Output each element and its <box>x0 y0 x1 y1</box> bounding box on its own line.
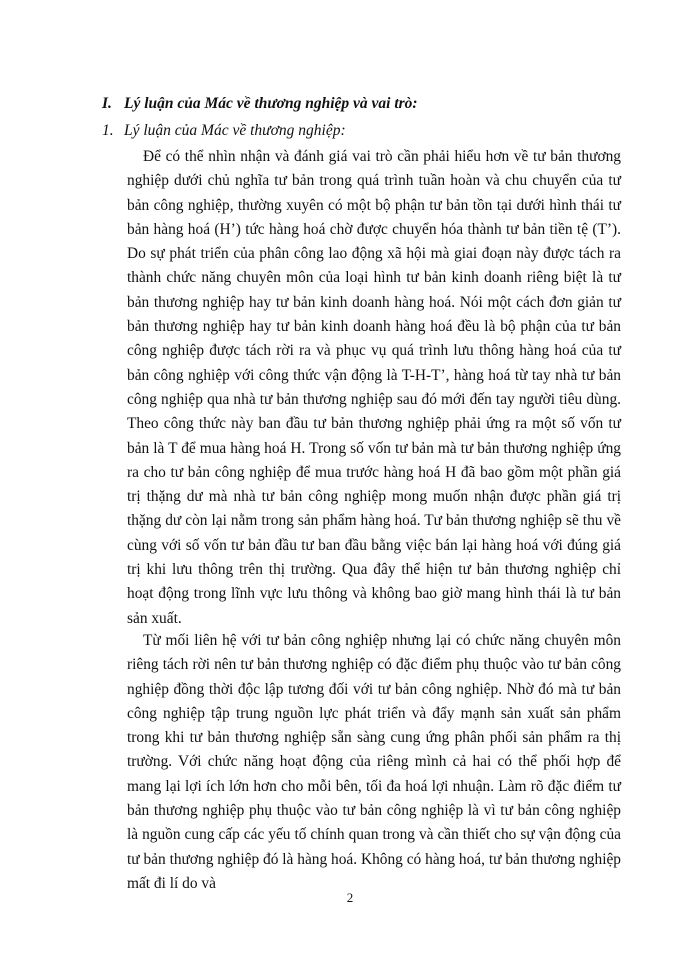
paragraph-2: Từ mối liên hệ với tư bản công nghiệp nhưng lại có chức năng chuyên môn riêng tách rời nên tư bản thương nghiệp có đặc điểm phụ thuộc vào tư bản công nghiệp đồng thời độc lập tương đối với tư bản công nghiệp. Nhờ đó mà tư bản công nghiệp tập trung nguồn lực phát triển và đẩy mạnh sản xuất sản phẩm trong khi tư bản thương nghiệp sẵn sàng cung ứng phân phối sản phẩm ra thị trường. Với chức năng hoạt động của riêng mình cả hai có thể phối hợp để mang lại lợi ích lớn hơn cho mỗi bên, tối đa hoá lợi nhuận. Làm rõ đặc điểm tư bản thương nghiệp phụ thuộc vào tư bản công nghiệp là vì tư bản công nghiệp là nguồn cung cấp các yếu tố chính quan trong và cần thiết cho sự vận động của tư bản thương nghiệp đó là hàng hoá. Không có hàng hoá, tư bản thương nghiệp mất đi lí do và <box>127 632 621 892</box>
subsection-number: 1. <box>102 122 114 139</box>
page-number: 2 <box>346 890 354 905</box>
paragraph-1: Để có thể nhìn nhận và đánh giá vai trò cần phải hiểu hơn về tư bản thương nghiệp dưới chủ nghĩa tư bản trong quá trình tuần hoàn và chu chuyển của tư bản công nghiệp, thường xuyên có một bộ phận tư bản tồn tại dưới hình thái tư bản hàng hoá (H’) tức hàng hoá chờ được chuyển hóa thành tư bản tiền tệ (T’). Do sự phát triển của phân công lao động xã hội mà giai đoạn này được tách ra thành chức năng chuyên môn của loại hình tư bản kinh doanh riêng biệt là tư bản thương nghiệp hay tư bản kinh doanh hàng hoá. Nói một cách đơn giản tư bản thương nghiệp hay tư bản kinh doanh hàng hoá đều là bộ phận của tư bản công nghiệp được tách rời ra và phục vụ quá trình lưu thông hàng hoá của tư bản công nghiệp với công thức vận động là T-H-T’, hàng hoá từ tay nhà tư bản công nghiệp qua nhà tư bản thương nghiệp sau đó mới đến tay người tiêu dùng. Theo công thức này ban đầu tư bản thương nghiệp phải ứng ra một số vốn tư bản là T để mua hàng hoá H. Trong số vốn tư bản mà tư bản thương nghiệp ứng ra cho tư bản công nghiệp để mua trước hàng hoá H đã bao gồm một phần giá trị thặng dư mà nhà tư bản công nghiệp mong muốn nhận được phần giá trị thặng dư còn lại nằm trong sản phẩm hàng hoá. Tư bản thương nghiệp sẽ thu về cùng với số vốn tư bản đầu tư ban đầu bằng việc bán lại hàng hoá với đúng giá trị khi lưu thông trên thị trường. Qua đây thể hiện tư bản thương nghiệp chỉ hoạt động trong lĩnh vực lưu thông và không bao giờ mang hình thái là tư bản sản xuất. <box>127 148 621 627</box>
section-number: I. <box>102 95 112 112</box>
section-title: Lý luận của Mác về thương nghiệp và vai trò: <box>124 95 418 112</box>
subsection-title: Lý luận của Mác về thương nghiệp: <box>124 122 346 139</box>
